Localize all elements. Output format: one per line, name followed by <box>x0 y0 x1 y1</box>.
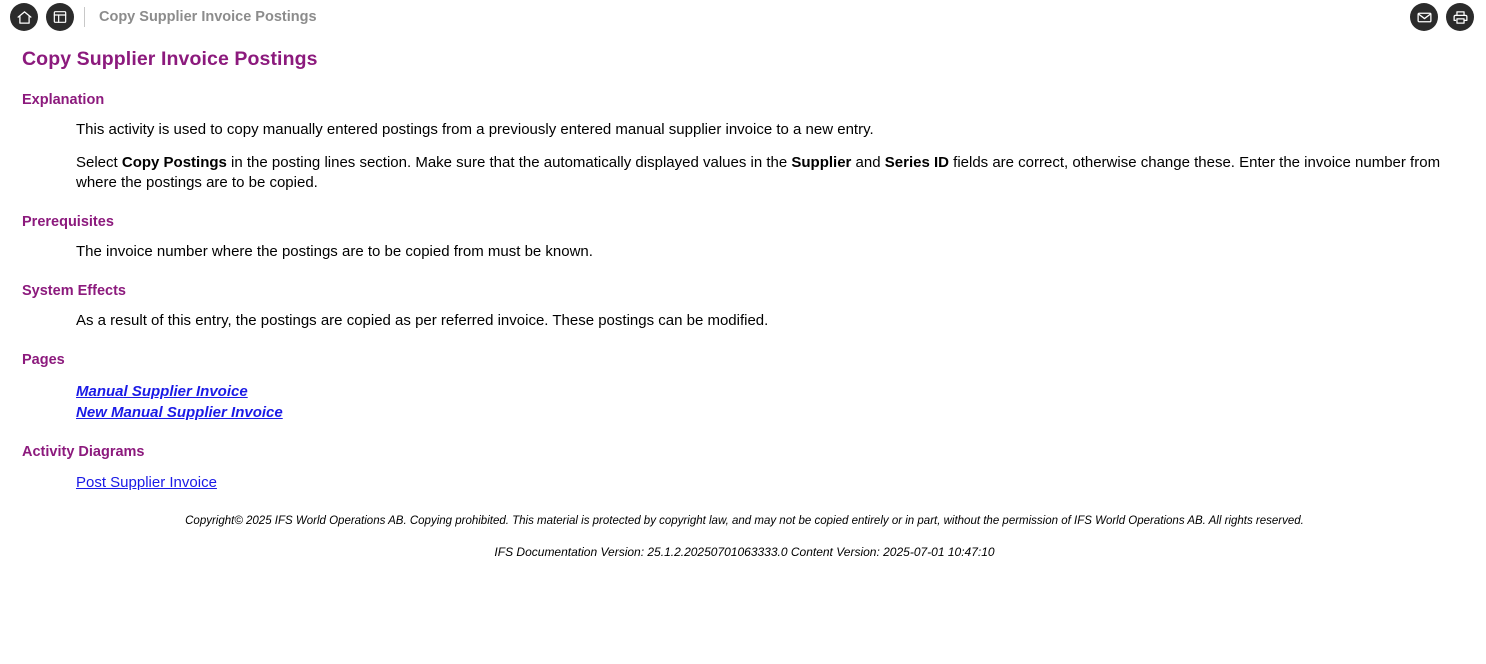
printer-icon[interactable] <box>1446 3 1474 31</box>
explanation-bold-series-id: Series ID <box>884 153 949 171</box>
system-effects-paragraph-1: As a result of this entry, the postings are copied as per referred invoice. These postings can be modified. <box>76 311 769 329</box>
section-heading-prerequisites: Prerequisites <box>22 213 114 230</box>
activity-diagram-link-post-supplier-invoice[interactable]: Post Supplier Invoice <box>76 474 217 492</box>
book-contents-icon[interactable] <box>46 3 74 31</box>
prerequisites-paragraph-1: The invoice number where the postings are to be copied from must be known. <box>76 242 593 260</box>
home-icon[interactable] <box>10 3 38 31</box>
section-heading-explanation: Explanation <box>22 92 105 108</box>
explanation-bold-supplier: Supplier <box>791 153 852 171</box>
explanation-paragraph-1: This activity is used to copy manually entered postings from a previously entered manual supplier invoice to a new entry. <box>76 121 874 138</box>
footer-version: IFS Documentation Version: 25.1.2.20250701063333.0 Content Version: 2025-07-01 10:47:10 <box>494 544 995 559</box>
document-footer <box>76 514 1413 560</box>
envelope-icon[interactable] <box>1410 3 1438 31</box>
top-toolbar <box>0 0 1486 34</box>
pages-link-list <box>76 381 1466 424</box>
section-heading-pages: Pages <box>22 351 65 368</box>
explanation-text-part-2: in the posting lines section. Make sure that the automatically displayed values in the <box>226 153 792 171</box>
footer-copyright: Copyright© 2025 IFS World Operations AB. Copying prohibited. This material is protected by copyright law, and may not be copied entirely or in part, without the permission of IFS World Operations AB. All rights reserved. <box>185 515 1304 528</box>
toolbar-right-group <box>1410 3 1474 31</box>
explanation-bold-copy-postings: Copy Postings <box>121 153 227 171</box>
explanation-paragraph-2 <box>76 153 1466 193</box>
explanation-text-part-1: Select <box>76 153 122 171</box>
page-link-manual-supplier-invoice[interactable]: Manual Supplier Invoice <box>76 382 248 400</box>
section-heading-system-effects: System Effects <box>22 282 126 299</box>
page-title: Copy Supplier Invoice Postings <box>22 48 318 70</box>
document-body <box>0 48 1486 560</box>
toolbar-left-group <box>10 3 1410 31</box>
explanation-text-part-3: and <box>851 153 885 171</box>
breadcrumb: Copy Supplier Invoice Postings <box>99 9 317 25</box>
explanation-text-part-4: fields are correct, otherwise change these. Enter the invoice number from where the postings are to be copied. <box>76 153 1441 191</box>
section-heading-activity-diagrams: Activity Diagrams <box>22 444 145 461</box>
page-link-new-manual-supplier-invoice[interactable]: New Manual Supplier Invoice <box>76 403 283 421</box>
toolbar-divider <box>84 7 85 27</box>
